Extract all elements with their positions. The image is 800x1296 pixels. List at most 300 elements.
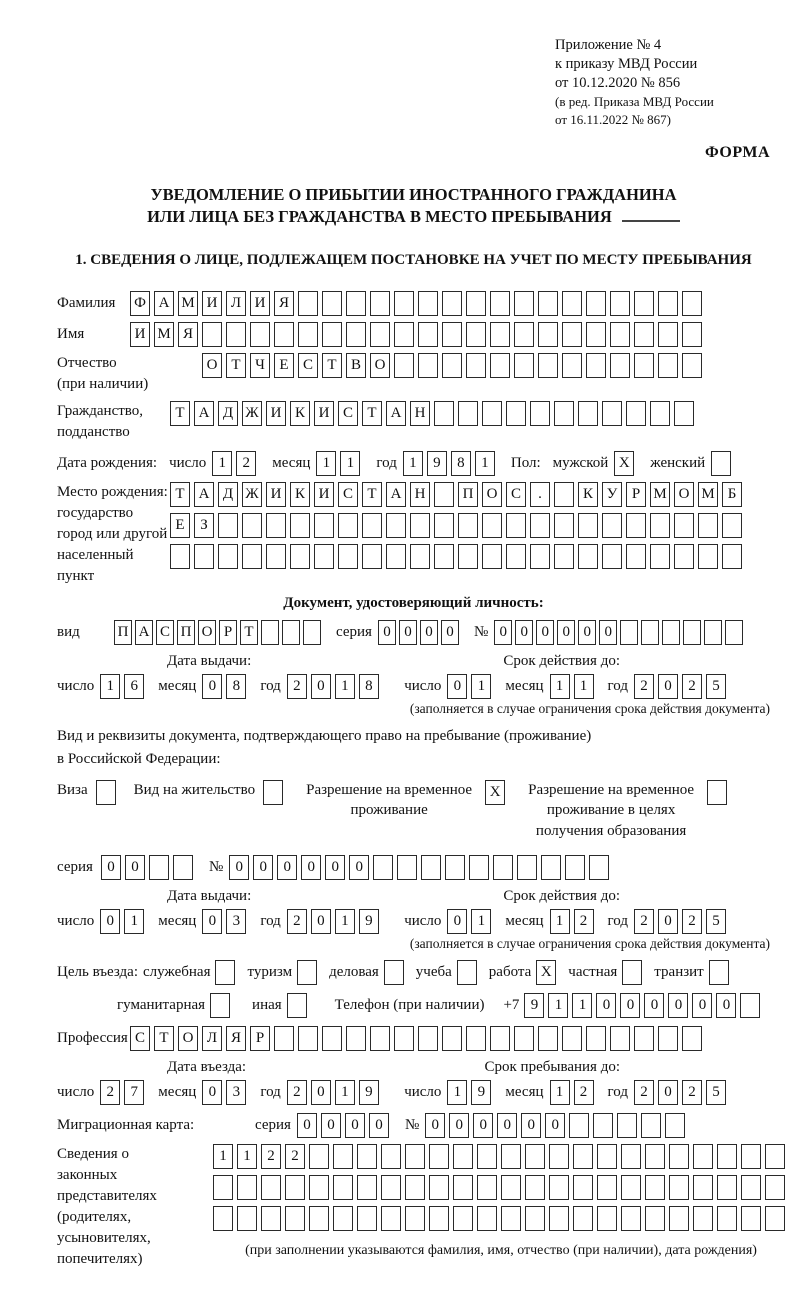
char-cell[interactable]: О bbox=[674, 482, 694, 507]
char-cell[interactable] bbox=[263, 780, 283, 805]
char-cell[interactable] bbox=[597, 1144, 617, 1169]
char-cell[interactable]: Т bbox=[240, 620, 258, 645]
char-cell[interactable] bbox=[290, 513, 310, 538]
char-cell[interactable]: 0 bbox=[521, 1113, 541, 1138]
char-cell[interactable]: Я bbox=[178, 322, 198, 347]
char-cell[interactable]: 0 bbox=[545, 1113, 565, 1138]
char-cell[interactable] bbox=[717, 1144, 737, 1169]
char-cell[interactable] bbox=[541, 855, 561, 880]
char-cell[interactable] bbox=[442, 353, 462, 378]
char-cell[interactable] bbox=[693, 1175, 713, 1200]
char-cell[interactable] bbox=[620, 620, 638, 645]
char-cell[interactable] bbox=[237, 1175, 257, 1200]
char-cell[interactable]: 1 bbox=[340, 451, 360, 476]
char-cell[interactable]: 2 bbox=[634, 674, 654, 699]
char-cell[interactable]: 0 bbox=[447, 909, 467, 934]
char-cell[interactable] bbox=[514, 322, 534, 347]
char-cell[interactable] bbox=[149, 855, 169, 880]
char-cell[interactable] bbox=[381, 1144, 401, 1169]
char-cell[interactable]: 1 bbox=[335, 674, 355, 699]
char-cell[interactable] bbox=[290, 544, 310, 569]
char-cell[interactable]: 1 bbox=[471, 674, 491, 699]
char-cell[interactable] bbox=[213, 1175, 233, 1200]
char-cell[interactable]: 0 bbox=[202, 909, 222, 934]
char-cell[interactable]: Н bbox=[410, 482, 430, 507]
char-cell[interactable] bbox=[429, 1175, 449, 1200]
char-cell[interactable]: 5 bbox=[706, 909, 726, 934]
char-cell[interactable] bbox=[202, 322, 222, 347]
char-cell[interactable] bbox=[226, 322, 246, 347]
char-cell[interactable] bbox=[418, 1026, 438, 1051]
char-cell[interactable]: А bbox=[194, 482, 214, 507]
char-cell[interactable] bbox=[707, 780, 727, 805]
char-cell[interactable]: 2 bbox=[574, 909, 594, 934]
char-cell[interactable] bbox=[650, 401, 670, 426]
char-cell[interactable] bbox=[506, 544, 526, 569]
char-cell[interactable] bbox=[434, 401, 454, 426]
char-cell[interactable]: 0 bbox=[447, 674, 467, 699]
char-cell[interactable] bbox=[765, 1206, 785, 1231]
char-cell[interactable] bbox=[658, 353, 678, 378]
char-cell[interactable]: 0 bbox=[692, 993, 712, 1018]
char-cell[interactable] bbox=[554, 544, 574, 569]
char-cell[interactable] bbox=[429, 1206, 449, 1231]
char-cell[interactable] bbox=[322, 291, 342, 316]
char-cell[interactable]: 0 bbox=[369, 1113, 389, 1138]
char-cell[interactable]: 1 bbox=[212, 451, 232, 476]
char-cell[interactable]: 9 bbox=[359, 909, 379, 934]
char-cell[interactable] bbox=[346, 291, 366, 316]
char-cell[interactable]: 0 bbox=[125, 855, 145, 880]
char-cell[interactable]: А bbox=[154, 291, 174, 316]
char-cell[interactable]: 0 bbox=[716, 993, 736, 1018]
char-cell[interactable] bbox=[501, 1206, 521, 1231]
char-cell[interactable]: 0 bbox=[100, 909, 120, 934]
char-cell[interactable]: А bbox=[194, 401, 214, 426]
char-cell[interactable]: О bbox=[370, 353, 390, 378]
char-cell[interactable]: Е bbox=[274, 353, 294, 378]
char-cell[interactable]: Я bbox=[274, 291, 294, 316]
char-cell[interactable] bbox=[322, 322, 342, 347]
char-cell[interactable]: 1 bbox=[213, 1144, 233, 1169]
char-cell[interactable] bbox=[434, 482, 454, 507]
char-cell[interactable]: 2 bbox=[287, 1080, 307, 1105]
char-cell[interactable]: Т bbox=[226, 353, 246, 378]
char-cell[interactable]: И bbox=[266, 401, 286, 426]
char-cell[interactable]: 0 bbox=[345, 1113, 365, 1138]
char-cell[interactable] bbox=[445, 855, 465, 880]
char-cell[interactable] bbox=[405, 1144, 425, 1169]
char-cell[interactable] bbox=[538, 322, 558, 347]
char-cell[interactable] bbox=[357, 1206, 377, 1231]
char-cell[interactable]: 0 bbox=[301, 855, 321, 880]
char-cell[interactable]: И bbox=[266, 482, 286, 507]
char-cell[interactable] bbox=[410, 544, 430, 569]
char-cell[interactable] bbox=[322, 1026, 342, 1051]
char-cell[interactable] bbox=[285, 1206, 305, 1231]
char-cell[interactable] bbox=[434, 544, 454, 569]
char-cell[interactable]: С bbox=[338, 482, 358, 507]
char-cell[interactable] bbox=[554, 513, 574, 538]
char-cell[interactable]: 3 bbox=[226, 1080, 246, 1105]
char-cell[interactable] bbox=[617, 1113, 637, 1138]
char-cell[interactable] bbox=[538, 291, 558, 316]
char-cell[interactable] bbox=[274, 1026, 294, 1051]
char-cell[interactable]: 8 bbox=[451, 451, 471, 476]
char-cell[interactable]: Б bbox=[722, 482, 742, 507]
char-cell[interactable]: С bbox=[338, 401, 358, 426]
char-cell[interactable]: 1 bbox=[447, 1080, 467, 1105]
char-cell[interactable]: 0 bbox=[311, 1080, 331, 1105]
char-cell[interactable]: 0 bbox=[349, 855, 369, 880]
char-cell[interactable] bbox=[722, 513, 742, 538]
char-cell[interactable]: 0 bbox=[311, 909, 331, 934]
char-cell[interactable] bbox=[626, 544, 646, 569]
char-cell[interactable] bbox=[621, 1144, 641, 1169]
char-cell[interactable]: А bbox=[135, 620, 153, 645]
char-cell[interactable]: Л bbox=[202, 1026, 222, 1051]
char-cell[interactable]: Н bbox=[410, 401, 430, 426]
char-cell[interactable]: Т bbox=[170, 482, 190, 507]
char-cell[interactable]: 1 bbox=[335, 909, 355, 934]
char-cell[interactable] bbox=[578, 544, 598, 569]
char-cell[interactable] bbox=[266, 544, 286, 569]
char-cell[interactable] bbox=[626, 401, 646, 426]
char-cell[interactable] bbox=[669, 1206, 689, 1231]
char-cell[interactable] bbox=[261, 620, 279, 645]
char-cell[interactable] bbox=[549, 1175, 569, 1200]
char-cell[interactable] bbox=[641, 1113, 661, 1138]
char-cell[interactable]: 0 bbox=[297, 1113, 317, 1138]
char-cell[interactable]: В bbox=[346, 353, 366, 378]
char-cell[interactable] bbox=[490, 1026, 510, 1051]
char-cell[interactable]: 9 bbox=[427, 451, 447, 476]
char-cell[interactable] bbox=[573, 1144, 593, 1169]
char-cell[interactable] bbox=[586, 322, 606, 347]
char-cell[interactable]: 1 bbox=[550, 1080, 570, 1105]
char-cell[interactable]: И bbox=[130, 322, 150, 347]
char-cell[interactable] bbox=[698, 513, 718, 538]
char-cell[interactable]: 0 bbox=[311, 674, 331, 699]
char-cell[interactable] bbox=[493, 855, 513, 880]
char-cell[interactable]: 0 bbox=[668, 993, 688, 1018]
char-cell[interactable] bbox=[593, 1113, 613, 1138]
char-cell[interactable]: М bbox=[178, 291, 198, 316]
char-cell[interactable]: Т bbox=[170, 401, 190, 426]
char-cell[interactable] bbox=[722, 544, 742, 569]
char-cell[interactable] bbox=[693, 1144, 713, 1169]
char-cell[interactable] bbox=[362, 513, 382, 538]
char-cell[interactable] bbox=[658, 322, 678, 347]
char-cell[interactable] bbox=[525, 1206, 545, 1231]
char-cell[interactable] bbox=[482, 401, 502, 426]
char-cell[interactable] bbox=[482, 513, 502, 538]
char-cell[interactable]: 1 bbox=[100, 674, 120, 699]
char-cell[interactable]: 0 bbox=[378, 620, 396, 645]
char-cell[interactable] bbox=[549, 1144, 569, 1169]
char-cell[interactable]: 0 bbox=[620, 993, 640, 1018]
char-cell[interactable] bbox=[682, 1026, 702, 1051]
char-cell[interactable] bbox=[554, 401, 574, 426]
char-cell[interactable]: И bbox=[202, 291, 222, 316]
char-cell[interactable]: 0 bbox=[253, 855, 273, 880]
char-cell[interactable] bbox=[501, 1144, 521, 1169]
char-cell[interactable] bbox=[525, 1144, 545, 1169]
char-cell[interactable] bbox=[682, 353, 702, 378]
char-cell[interactable] bbox=[261, 1175, 281, 1200]
char-cell[interactable] bbox=[314, 544, 334, 569]
char-cell[interactable] bbox=[501, 1175, 521, 1200]
char-cell[interactable] bbox=[602, 513, 622, 538]
char-cell[interactable]: 9 bbox=[359, 1080, 379, 1105]
char-cell[interactable] bbox=[338, 544, 358, 569]
char-cell[interactable]: П bbox=[458, 482, 478, 507]
char-cell[interactable]: 1 bbox=[471, 909, 491, 934]
char-cell[interactable] bbox=[645, 1206, 665, 1231]
char-cell[interactable] bbox=[634, 353, 654, 378]
char-cell[interactable] bbox=[578, 401, 598, 426]
char-cell[interactable] bbox=[698, 544, 718, 569]
char-cell[interactable] bbox=[586, 353, 606, 378]
char-cell[interactable] bbox=[530, 544, 550, 569]
char-cell[interactable] bbox=[506, 401, 526, 426]
char-cell[interactable] bbox=[597, 1175, 617, 1200]
char-cell[interactable] bbox=[453, 1206, 473, 1231]
char-cell[interactable] bbox=[482, 544, 502, 569]
char-cell[interactable] bbox=[626, 513, 646, 538]
char-cell[interactable] bbox=[765, 1144, 785, 1169]
char-cell[interactable] bbox=[394, 353, 414, 378]
char-cell[interactable] bbox=[634, 322, 654, 347]
char-cell[interactable] bbox=[622, 960, 642, 985]
char-cell[interactable] bbox=[682, 322, 702, 347]
char-cell[interactable] bbox=[458, 544, 478, 569]
char-cell[interactable] bbox=[674, 544, 694, 569]
char-cell[interactable]: 5 bbox=[706, 674, 726, 699]
char-cell[interactable]: 2 bbox=[682, 1080, 702, 1105]
char-cell[interactable] bbox=[215, 960, 235, 985]
char-cell[interactable]: 0 bbox=[399, 620, 417, 645]
char-cell[interactable]: 0 bbox=[658, 674, 678, 699]
char-cell[interactable] bbox=[261, 1206, 281, 1231]
char-cell[interactable] bbox=[370, 322, 390, 347]
char-cell[interactable] bbox=[569, 1113, 589, 1138]
char-cell[interactable]: Ж bbox=[242, 482, 262, 507]
char-cell[interactable]: О bbox=[482, 482, 502, 507]
char-cell[interactable] bbox=[506, 513, 526, 538]
char-cell[interactable]: 0 bbox=[325, 855, 345, 880]
char-cell[interactable]: 0 bbox=[425, 1113, 445, 1138]
char-cell[interactable] bbox=[421, 855, 441, 880]
char-cell[interactable] bbox=[610, 1026, 630, 1051]
char-cell[interactable] bbox=[394, 291, 414, 316]
char-cell[interactable] bbox=[218, 544, 238, 569]
char-cell[interactable]: З bbox=[194, 513, 214, 538]
char-cell[interactable]: 0 bbox=[658, 1080, 678, 1105]
char-cell[interactable]: 0 bbox=[596, 993, 616, 1018]
char-cell[interactable]: 0 bbox=[229, 855, 249, 880]
char-cell[interactable] bbox=[266, 513, 286, 538]
char-cell[interactable]: М bbox=[650, 482, 670, 507]
char-cell[interactable] bbox=[285, 1175, 305, 1200]
char-cell[interactable]: 1 bbox=[316, 451, 336, 476]
char-cell[interactable] bbox=[194, 544, 214, 569]
char-cell[interactable] bbox=[514, 1026, 534, 1051]
char-cell[interactable] bbox=[458, 401, 478, 426]
char-cell[interactable]: 0 bbox=[202, 1080, 222, 1105]
char-cell[interactable]: X bbox=[614, 451, 634, 476]
char-cell[interactable] bbox=[397, 855, 417, 880]
char-cell[interactable] bbox=[586, 291, 606, 316]
char-cell[interactable]: 0 bbox=[658, 909, 678, 934]
char-cell[interactable] bbox=[573, 1206, 593, 1231]
char-cell[interactable]: . bbox=[530, 482, 550, 507]
char-cell[interactable]: Т bbox=[362, 401, 382, 426]
char-cell[interactable]: 1 bbox=[475, 451, 495, 476]
char-cell[interactable]: Р bbox=[250, 1026, 270, 1051]
char-cell[interactable] bbox=[346, 1026, 366, 1051]
char-cell[interactable] bbox=[250, 322, 270, 347]
char-cell[interactable]: С bbox=[298, 353, 318, 378]
char-cell[interactable] bbox=[490, 322, 510, 347]
char-cell[interactable]: 0 bbox=[515, 620, 533, 645]
char-cell[interactable]: С bbox=[506, 482, 526, 507]
char-cell[interactable]: 1 bbox=[550, 674, 570, 699]
char-cell[interactable] bbox=[418, 353, 438, 378]
char-cell[interactable] bbox=[517, 855, 537, 880]
char-cell[interactable] bbox=[741, 1175, 761, 1200]
char-cell[interactable] bbox=[410, 513, 430, 538]
char-cell[interactable] bbox=[610, 322, 630, 347]
char-cell[interactable]: 1 bbox=[237, 1144, 257, 1169]
char-cell[interactable]: 0 bbox=[449, 1113, 469, 1138]
char-cell[interactable]: О bbox=[198, 620, 216, 645]
char-cell[interactable] bbox=[525, 1175, 545, 1200]
char-cell[interactable]: 1 bbox=[574, 674, 594, 699]
char-cell[interactable]: Е bbox=[170, 513, 190, 538]
char-cell[interactable] bbox=[650, 513, 670, 538]
char-cell[interactable] bbox=[357, 1144, 377, 1169]
char-cell[interactable] bbox=[381, 1206, 401, 1231]
char-cell[interactable] bbox=[740, 993, 760, 1018]
char-cell[interactable] bbox=[442, 291, 462, 316]
char-cell[interactable] bbox=[173, 855, 193, 880]
char-cell[interactable] bbox=[597, 1206, 617, 1231]
char-cell[interactable] bbox=[418, 291, 438, 316]
char-cell[interactable] bbox=[213, 1206, 233, 1231]
char-cell[interactable] bbox=[453, 1144, 473, 1169]
char-cell[interactable]: 3 bbox=[226, 909, 246, 934]
char-cell[interactable] bbox=[298, 1026, 318, 1051]
char-cell[interactable] bbox=[362, 544, 382, 569]
char-cell[interactable]: 0 bbox=[536, 620, 554, 645]
char-cell[interactable]: А bbox=[386, 482, 406, 507]
char-cell[interactable] bbox=[370, 1026, 390, 1051]
char-cell[interactable] bbox=[373, 855, 393, 880]
char-cell[interactable] bbox=[466, 322, 486, 347]
char-cell[interactable] bbox=[741, 1206, 761, 1231]
char-cell[interactable]: X bbox=[536, 960, 556, 985]
char-cell[interactable]: И bbox=[314, 401, 334, 426]
char-cell[interactable]: 0 bbox=[473, 1113, 493, 1138]
char-cell[interactable] bbox=[218, 513, 238, 538]
char-cell[interactable] bbox=[602, 401, 622, 426]
char-cell[interactable]: 0 bbox=[277, 855, 297, 880]
char-cell[interactable]: 0 bbox=[321, 1113, 341, 1138]
char-cell[interactable] bbox=[210, 993, 230, 1018]
char-cell[interactable]: П bbox=[114, 620, 132, 645]
char-cell[interactable] bbox=[530, 513, 550, 538]
char-cell[interactable] bbox=[562, 322, 582, 347]
char-cell[interactable]: Т bbox=[154, 1026, 174, 1051]
char-cell[interactable]: 1 bbox=[335, 1080, 355, 1105]
char-cell[interactable]: Д bbox=[218, 482, 238, 507]
char-cell[interactable]: М bbox=[154, 322, 174, 347]
char-cell[interactable]: 1 bbox=[548, 993, 568, 1018]
char-cell[interactable]: Т bbox=[322, 353, 342, 378]
char-cell[interactable] bbox=[674, 513, 694, 538]
char-cell[interactable]: 2 bbox=[100, 1080, 120, 1105]
char-cell[interactable] bbox=[405, 1206, 425, 1231]
char-cell[interactable]: X bbox=[485, 780, 505, 805]
char-cell[interactable]: Ж bbox=[242, 401, 262, 426]
char-cell[interactable] bbox=[578, 513, 598, 538]
char-cell[interactable]: 9 bbox=[524, 993, 544, 1018]
char-cell[interactable]: 0 bbox=[101, 855, 121, 880]
char-cell[interactable] bbox=[458, 513, 478, 538]
char-cell[interactable] bbox=[309, 1206, 329, 1231]
char-cell[interactable] bbox=[466, 291, 486, 316]
char-cell[interactable]: 8 bbox=[226, 674, 246, 699]
char-cell[interactable] bbox=[621, 1175, 641, 1200]
char-cell[interactable] bbox=[645, 1175, 665, 1200]
char-cell[interactable] bbox=[645, 1144, 665, 1169]
char-cell[interactable] bbox=[477, 1144, 497, 1169]
char-cell[interactable] bbox=[562, 1026, 582, 1051]
char-cell[interactable] bbox=[565, 855, 585, 880]
char-cell[interactable]: 0 bbox=[441, 620, 459, 645]
char-cell[interactable] bbox=[669, 1144, 689, 1169]
char-cell[interactable] bbox=[170, 544, 190, 569]
char-cell[interactable] bbox=[297, 960, 317, 985]
char-cell[interactable]: Р bbox=[626, 482, 646, 507]
char-cell[interactable] bbox=[562, 353, 582, 378]
char-cell[interactable]: 0 bbox=[497, 1113, 517, 1138]
char-cell[interactable]: Ф bbox=[130, 291, 150, 316]
char-cell[interactable]: К bbox=[290, 401, 310, 426]
char-cell[interactable] bbox=[357, 1175, 377, 1200]
char-cell[interactable]: 0 bbox=[202, 674, 222, 699]
char-cell[interactable] bbox=[725, 620, 743, 645]
char-cell[interactable] bbox=[562, 291, 582, 316]
char-cell[interactable] bbox=[309, 1175, 329, 1200]
char-cell[interactable] bbox=[682, 291, 702, 316]
char-cell[interactable] bbox=[303, 620, 321, 645]
char-cell[interactable] bbox=[634, 291, 654, 316]
char-cell[interactable] bbox=[610, 291, 630, 316]
char-cell[interactable] bbox=[457, 960, 477, 985]
char-cell[interactable] bbox=[466, 353, 486, 378]
char-cell[interactable]: 1 bbox=[550, 909, 570, 934]
char-cell[interactable] bbox=[573, 1175, 593, 1200]
char-cell[interactable]: 2 bbox=[261, 1144, 281, 1169]
char-cell[interactable]: 0 bbox=[494, 620, 512, 645]
char-cell[interactable] bbox=[466, 1026, 486, 1051]
char-cell[interactable]: У bbox=[602, 482, 622, 507]
char-cell[interactable] bbox=[634, 1026, 654, 1051]
char-cell[interactable]: 7 bbox=[124, 1080, 144, 1105]
char-cell[interactable] bbox=[274, 322, 294, 347]
